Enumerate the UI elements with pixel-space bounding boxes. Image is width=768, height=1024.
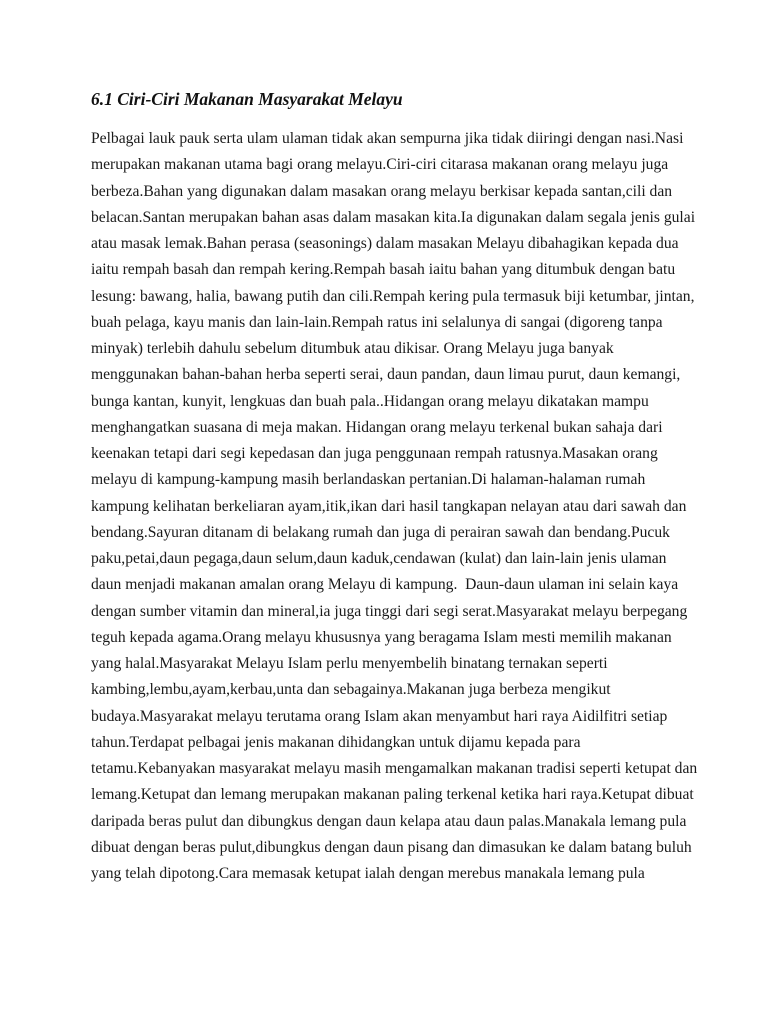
- text-line: belacan.Santan merupakan bahan asas dalam masakan kita.Ia digunakan dalam segala jenis gulai: [91, 208, 696, 226]
- text-line: dengan sumber vitamin dan mineral,ia juga tinggi dari segi serat.Masyarakat melayu berpegang: [91, 602, 688, 620]
- section-heading: 6.1 Ciri-Ciri Makanan Masyarakat Melayu: [91, 89, 403, 109]
- text-line: buah pelaga, kayu manis dan lain-lain.Rempah ratus ini selalunya di sangai (digoreng tanpa: [91, 313, 663, 331]
- text-line: bunga kantan, kunyit, lengkuas dan buah pala..Hidangan orang melayu dikatakan mampu: [91, 392, 649, 410]
- text-line: kampung kelihatan berkeliaran ayam,itik,ikan dari hasil tangkapan nelayan atau dari sawah dan: [91, 497, 687, 515]
- text-line: menghangatkan suasana di meja makan. Hidangan orang melayu terkenal bukan sahaja dari: [91, 418, 663, 436]
- text-line: menggunakan bahan-bahan herba seperti serai, daun pandan, daun limau purut, daun kemangi,: [91, 366, 681, 384]
- text-line: daripada beras pulut dan dibungkus dengan daun kelapa atau daun palas.Manakala lemang pula: [91, 812, 687, 830]
- text-line: budaya.Masyarakat melayu terutama orang Islam akan menyambut hari raya Aidilfitri setiap: [91, 707, 668, 725]
- text-line: yang halal.Masyarakat Melayu Islam perlu menyembelih binatang ternakan seperti: [91, 655, 608, 672]
- text-line: atau masak lemak.Bahan perasa (seasonings) dalam masakan Melayu dibahagikan kepada dua: [91, 235, 679, 252]
- text-line: keenakan tetapi dari segi kepedasan dan juga penggunaan rempah ratusnya.Masakan orang: [91, 445, 658, 462]
- text-line: berbeza.Bahan yang digunakan dalam masakan orang melayu berkisar kepada santan,cili dan: [91, 182, 673, 200]
- text-line: minyak) terlebih dahulu sebelum ditumbuk atau dikisar. Orang Melayu juga banyak: [91, 340, 614, 357]
- text-line: kambing,lembu,ayam,kerbau,unta dan sebagainya.Makanan juga berbeza mengikut: [91, 681, 611, 699]
- text-line: merupakan makanan utama bagi orang melayu.Ciri-ciri citarasa makanan orang melayu juga: [91, 156, 669, 174]
- body-paragraph: [91, 126, 698, 887]
- text-line: tetamu.Kebanyakan masyarakat melayu masih mengamalkan makanan tradisi seperti ketupat dan: [91, 760, 698, 777]
- text-line: lemang.Ketupat dan lemang merupakan makanan paling terkenal ketika hari raya.Ketupat dibuat: [91, 786, 694, 804]
- text-line: teguh kepada agama.Orang melayu khususnya yang beragama Islam mesti memilih makanan: [91, 628, 672, 646]
- text-line: paku,petai,daun pegaga,daun selum,daun kaduk,cendawan (kulat) dan lain-lain jenis ulaman: [91, 550, 667, 567]
- text-line: yang telah dipotong.Cara memasak ketupat ialah dengan merebus manakala lemang pula: [91, 865, 645, 882]
- text-line: tahun.Terdapat pelbagai jenis makanan dihidangkan untuk dijamu kepada para: [91, 733, 581, 751]
- text-line: melayu di kampung-kampung masih berlandaskan pertanian.Di halaman-halaman rumah: [91, 471, 646, 489]
- text-line: Pelbagai lauk pauk serta ulam ulaman tidak akan sempurna jika tidak diiringi dengan nasi.Nasi: [91, 130, 684, 147]
- text-line: lesung: bawang, halia, bawang putih dan cili.Rempah kering pula termasuk biji ketumbar, jintan,: [91, 287, 695, 305]
- text-line: iaitu rempah basah dan rempah kering.Rempah basah iaitu bahan yang ditumbuk dengan batu: [91, 261, 676, 279]
- text-line: daun menjadi makanan amalan orang Melayu di kampung. Daun-daun ulaman ini selain kaya: [91, 576, 679, 594]
- text-line: bendang.Sayuran ditanam di belakang rumah dan juga di perairan sawah dan bendang.Pucuk: [91, 523, 670, 541]
- text-line: dibuat dengan beras pulut,dibungkus dengan daun pisang dan dimasukan ke dalam batang buluh: [91, 838, 692, 856]
